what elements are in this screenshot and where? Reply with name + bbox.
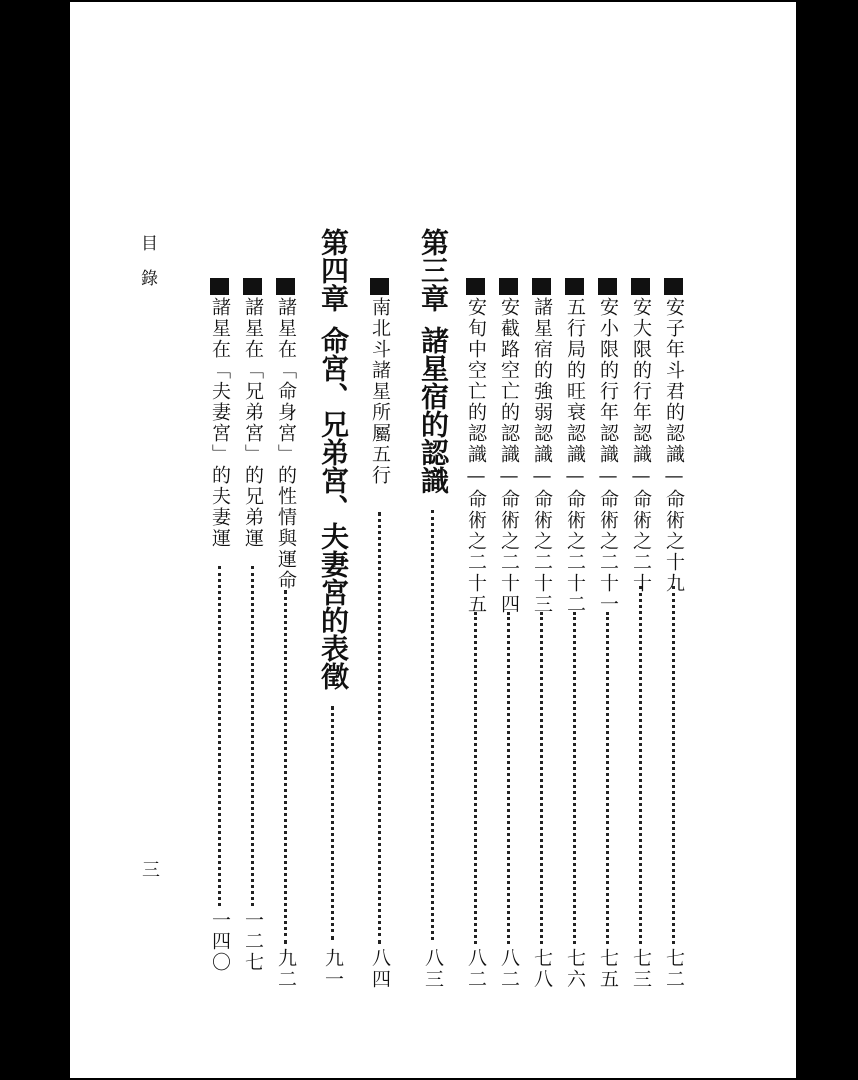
toc-entry xyxy=(274,278,298,988)
toc-entry xyxy=(563,278,587,988)
toc-entry-title: 南北斗諸星所屬五行 xyxy=(369,297,391,486)
chapter-page: 八三 xyxy=(422,948,444,990)
toc-entry-page: 七三 xyxy=(630,948,652,990)
leader-dots xyxy=(672,586,675,944)
toc-entry-title: 安大限的行年認識—命術之二十 xyxy=(630,297,652,594)
toc-entry-page: 七八 xyxy=(531,948,553,990)
toc-entry xyxy=(464,278,488,988)
toc-entry-page: 九二 xyxy=(275,948,297,990)
folio-page-number: 三 xyxy=(139,860,160,878)
leader-dots xyxy=(507,612,510,944)
toc-entry xyxy=(629,278,653,988)
bullet-square-icon xyxy=(370,278,389,295)
chapter-label: 第三章 xyxy=(417,228,450,312)
toc-entry-page: 七二 xyxy=(663,948,685,990)
leader-dots xyxy=(431,510,434,940)
toc-entry-title: 安截路空亡的認識—命術之二十四 xyxy=(498,297,520,615)
toc-entry-title: 安小限的行年認識—命術之二十一 xyxy=(597,297,619,615)
bullet-square-icon xyxy=(631,278,650,295)
toc-entry-title: 安旬中空亡的認識—命術之二十五 xyxy=(465,297,487,615)
toc-entry xyxy=(596,278,620,988)
toc-entry-page: 七五 xyxy=(597,948,619,990)
bullet-square-icon xyxy=(466,278,485,295)
chapter-title xyxy=(316,228,350,690)
leader-dots xyxy=(251,566,254,906)
bullet-square-icon xyxy=(664,278,683,295)
bullet-square-icon xyxy=(565,278,584,295)
toc-entry xyxy=(530,278,554,988)
leader-dots xyxy=(284,590,287,944)
chapter-page: 九一 xyxy=(322,948,344,990)
toc-entry-page: 八二 xyxy=(465,948,487,990)
chapter-heading xyxy=(316,228,350,988)
chapter-heading xyxy=(416,228,450,988)
toc-entry-page: 一二七 xyxy=(242,910,264,973)
toc-entry-title: 安子年斗君的認識—命術之十九 xyxy=(663,297,685,594)
toc-entry-title: 諸星宿的強弱認識—命術之二十三 xyxy=(531,297,553,615)
toc-entry-title: 諸星在「兄弟宮」的兄弟運 xyxy=(242,297,264,549)
chapter-title xyxy=(416,228,450,494)
chapter-name: 命宮、兄弟宮、夫妻宮的表徵 xyxy=(317,326,350,690)
toc-entry-page: 七六 xyxy=(564,948,586,990)
toc-entry xyxy=(497,278,521,988)
leader-dots xyxy=(639,586,642,944)
toc-entry xyxy=(241,278,265,988)
leader-dots xyxy=(606,612,609,944)
bullet-square-icon xyxy=(532,278,551,295)
toc-entry-title: 諸星在「命身宮」的性情與運命 xyxy=(275,297,297,591)
bullet-square-icon xyxy=(276,278,295,295)
running-title: 目錄 xyxy=(137,234,157,304)
bullet-square-icon xyxy=(243,278,262,295)
toc-entry-page: 八四 xyxy=(369,948,391,990)
bullet-square-icon xyxy=(598,278,617,295)
chapter-label: 第四章 xyxy=(317,228,350,312)
leader-dots xyxy=(378,512,381,944)
leader-dots xyxy=(218,566,221,906)
toc-entry xyxy=(662,278,686,988)
leader-dots xyxy=(540,612,543,944)
chapter-name: 諸星宿的認識 xyxy=(417,326,450,494)
leader-dots xyxy=(474,612,477,944)
bullet-square-icon xyxy=(210,278,229,295)
toc-entry-page: 一四〇 xyxy=(209,910,231,973)
toc-entry-page: 八二 xyxy=(498,948,520,990)
leader-dots xyxy=(573,612,576,944)
bullet-square-icon xyxy=(499,278,518,295)
toc-entry xyxy=(368,278,392,988)
book-page xyxy=(70,2,796,1078)
leader-dots xyxy=(331,706,334,940)
toc-entry-title: 諸星在「夫妻宮」的夫妻運 xyxy=(209,297,231,549)
toc-entry-title: 五行局的旺衰認識—命術之二十二 xyxy=(564,297,586,615)
toc-entry xyxy=(208,278,232,988)
